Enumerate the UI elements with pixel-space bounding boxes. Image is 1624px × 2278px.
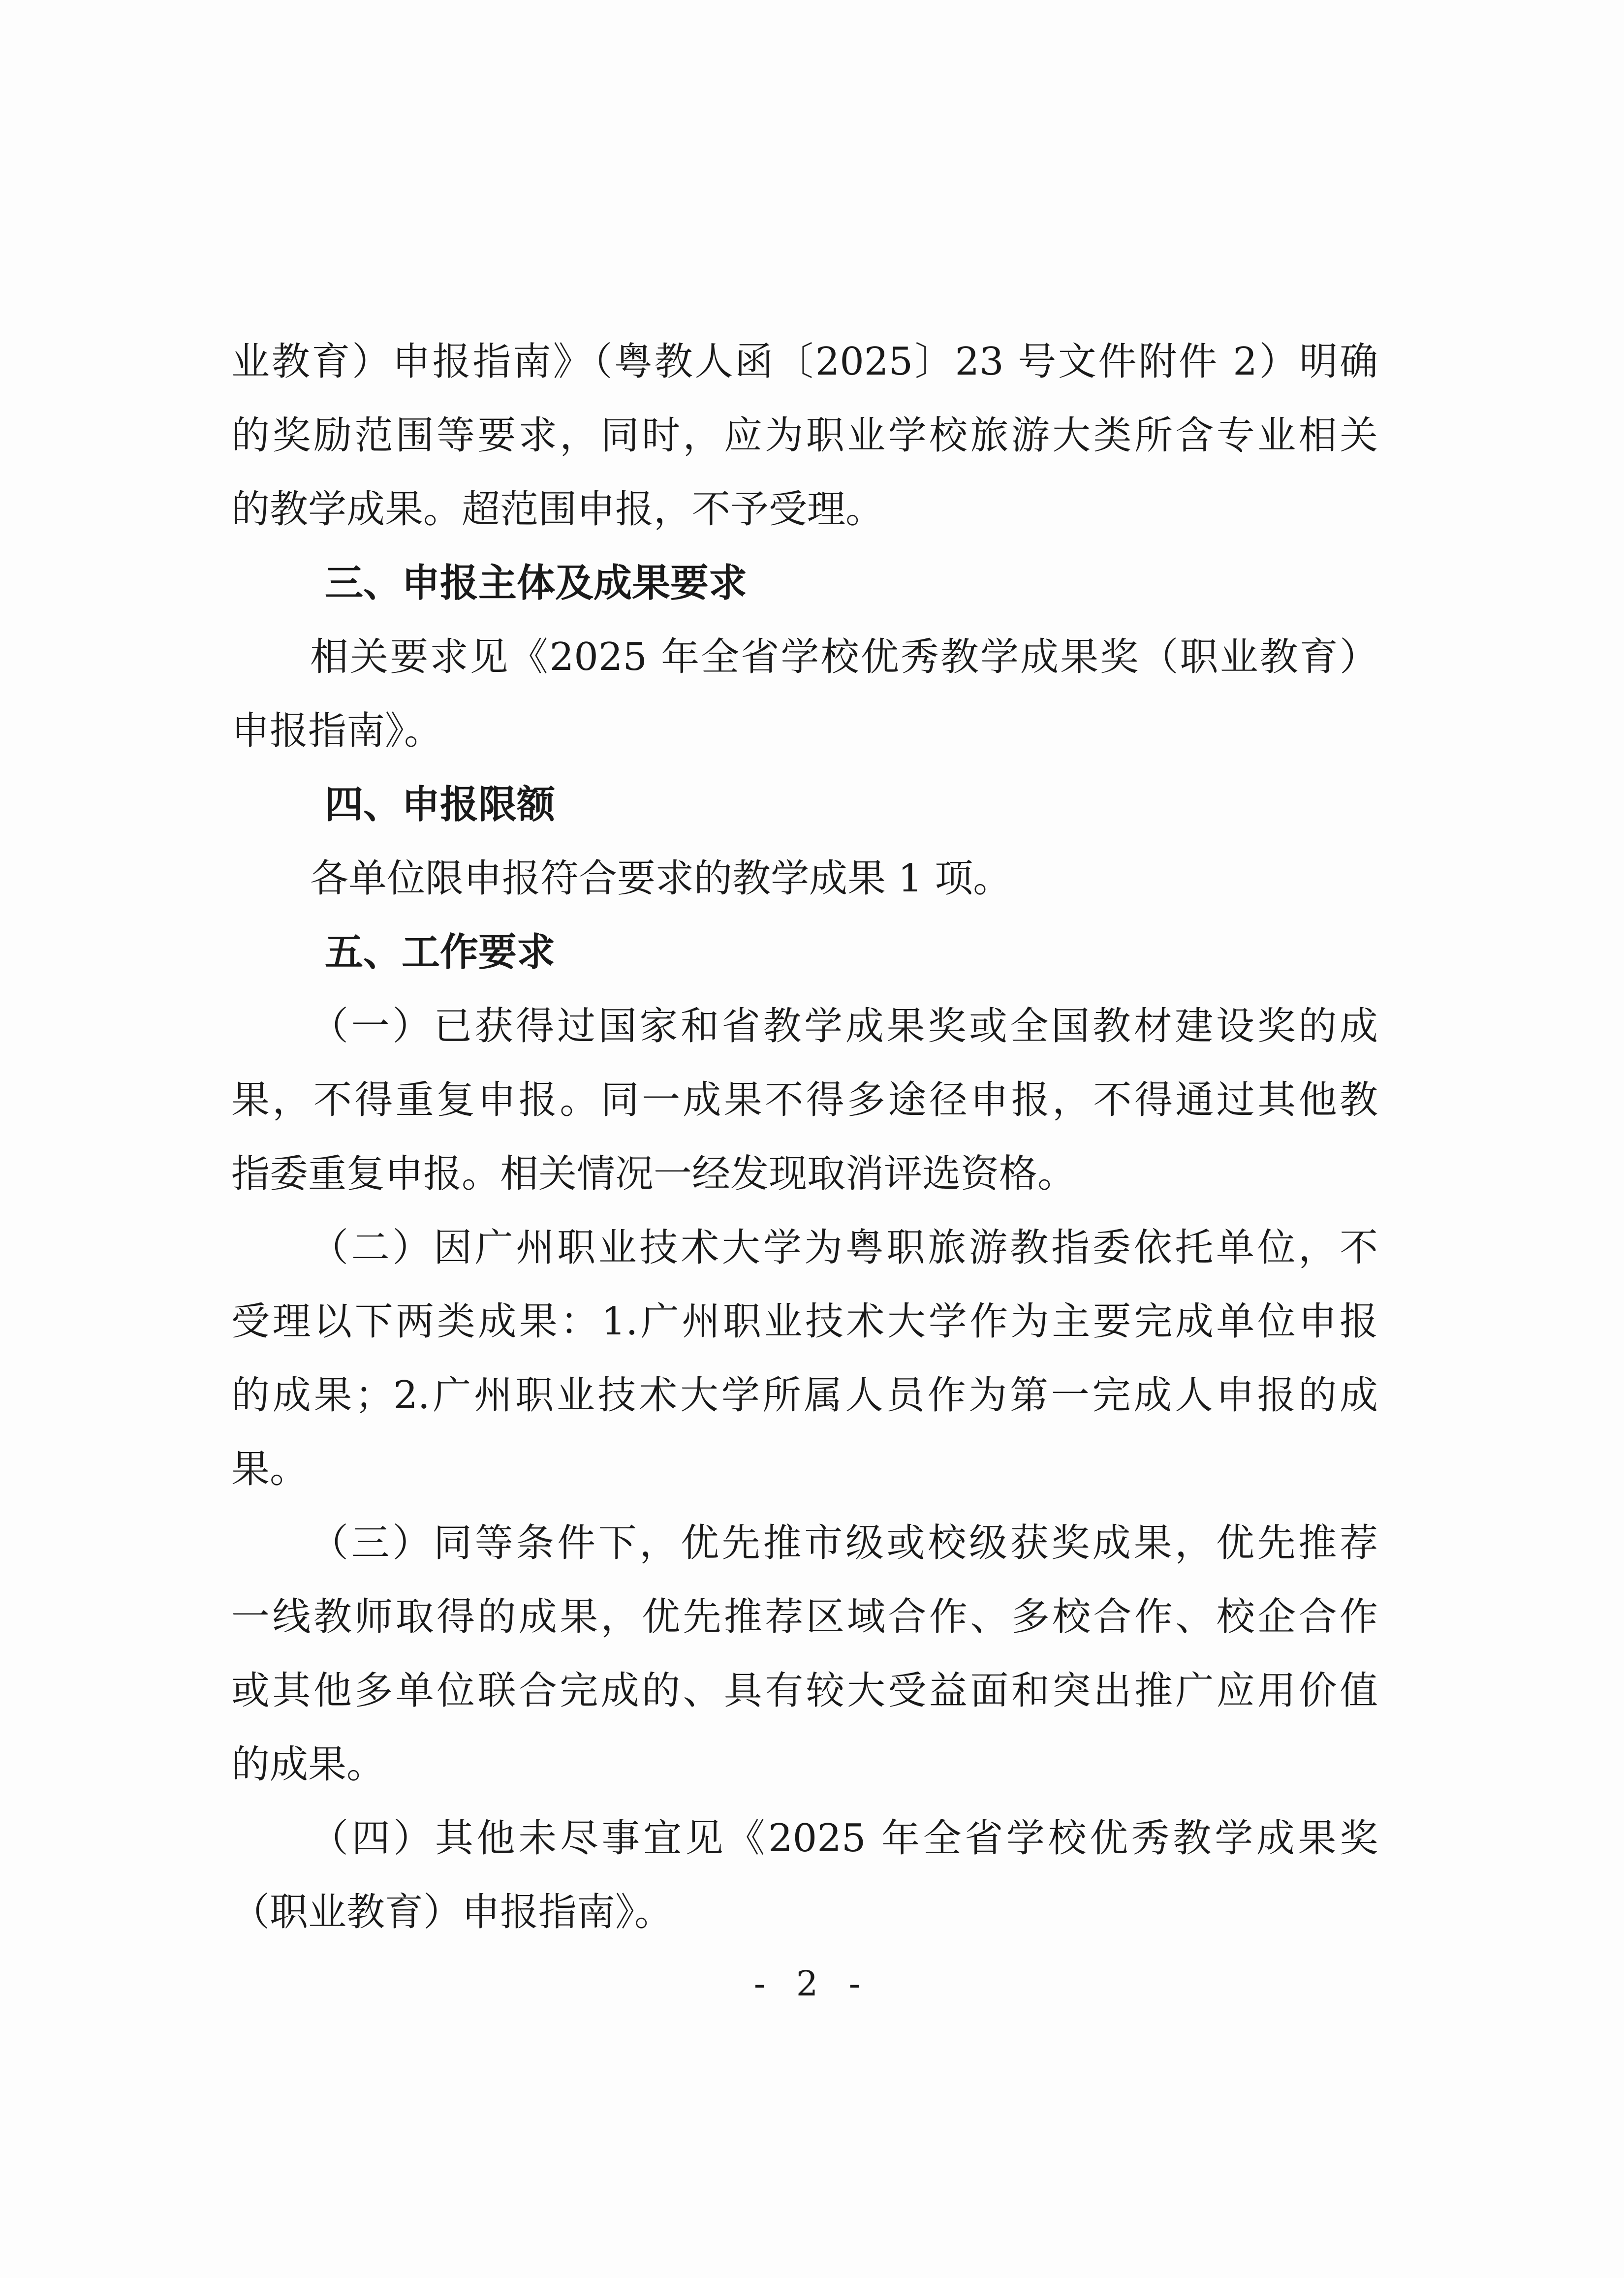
section-heading-4: 四、申报限额 xyxy=(325,783,556,827)
body-line: 受理以下两类成果：1.广州职业技术大学作为主要完成单位申报 xyxy=(231,1299,1378,1344)
document-body xyxy=(231,325,1378,1949)
section-heading-5: 五、工作要求 xyxy=(325,930,556,975)
body-line: 指委重复申报。相关情况一经发现取消评选资格。 xyxy=(231,1152,1076,1196)
body-line: 申报指南》。 xyxy=(231,709,443,753)
body-line: 或其他多单位联合完成的、具有较大受益面和突出推广应用价值 xyxy=(231,1669,1378,1713)
body-line: （二）因广州职业技术大学为粤职旅游教指委依托单位，不 xyxy=(310,1226,1378,1270)
body-line: 的成果。 xyxy=(231,1742,385,1787)
body-line: 果，不得重复申报。同一成果不得多途径申报，不得通过其他教 xyxy=(231,1078,1378,1122)
body-line: 业教育）申报指南》（粤教人函〔2025〕23 号文件附件 2）明确 xyxy=(231,340,1378,384)
body-line: 的奖励范围等要求，同时，应为职业学校旅游大类所含专业相关 xyxy=(231,413,1378,458)
body-line: 各单位限申报符合要求的教学成果 1 项。 xyxy=(310,856,1012,901)
body-line: 相关要求见《2025 年全省学校优秀教学成果奖（职业教育） xyxy=(310,635,1378,679)
body-line: （三）同等条件下，优先推市级或校级获奖成果，优先推荐 xyxy=(310,1521,1378,1565)
page-number: - 2 - xyxy=(753,1963,871,2004)
body-line: 果。 xyxy=(231,1447,309,1491)
body-line: （四）其他未尽事宜见《2025 年全省学校优秀教学成果奖 xyxy=(310,1816,1378,1861)
body-line: （一）已获得过国家和省教学成果奖或全国教材建设奖的成 xyxy=(310,1004,1378,1048)
body-line: （职业教育）申报指南》。 xyxy=(231,1890,673,1934)
body-line: 的成果；2.广州职业技术大学所属人员作为第一完成人申报的成 xyxy=(231,1373,1378,1418)
body-line: 一线教师取得的成果，优先推荐区域合作、多校合作、校企合作 xyxy=(231,1595,1378,1639)
body-line: 的教学成果。超范围申报，不予受理。 xyxy=(231,487,884,532)
section-heading-3: 三、申报主体及成果要求 xyxy=(325,561,748,605)
